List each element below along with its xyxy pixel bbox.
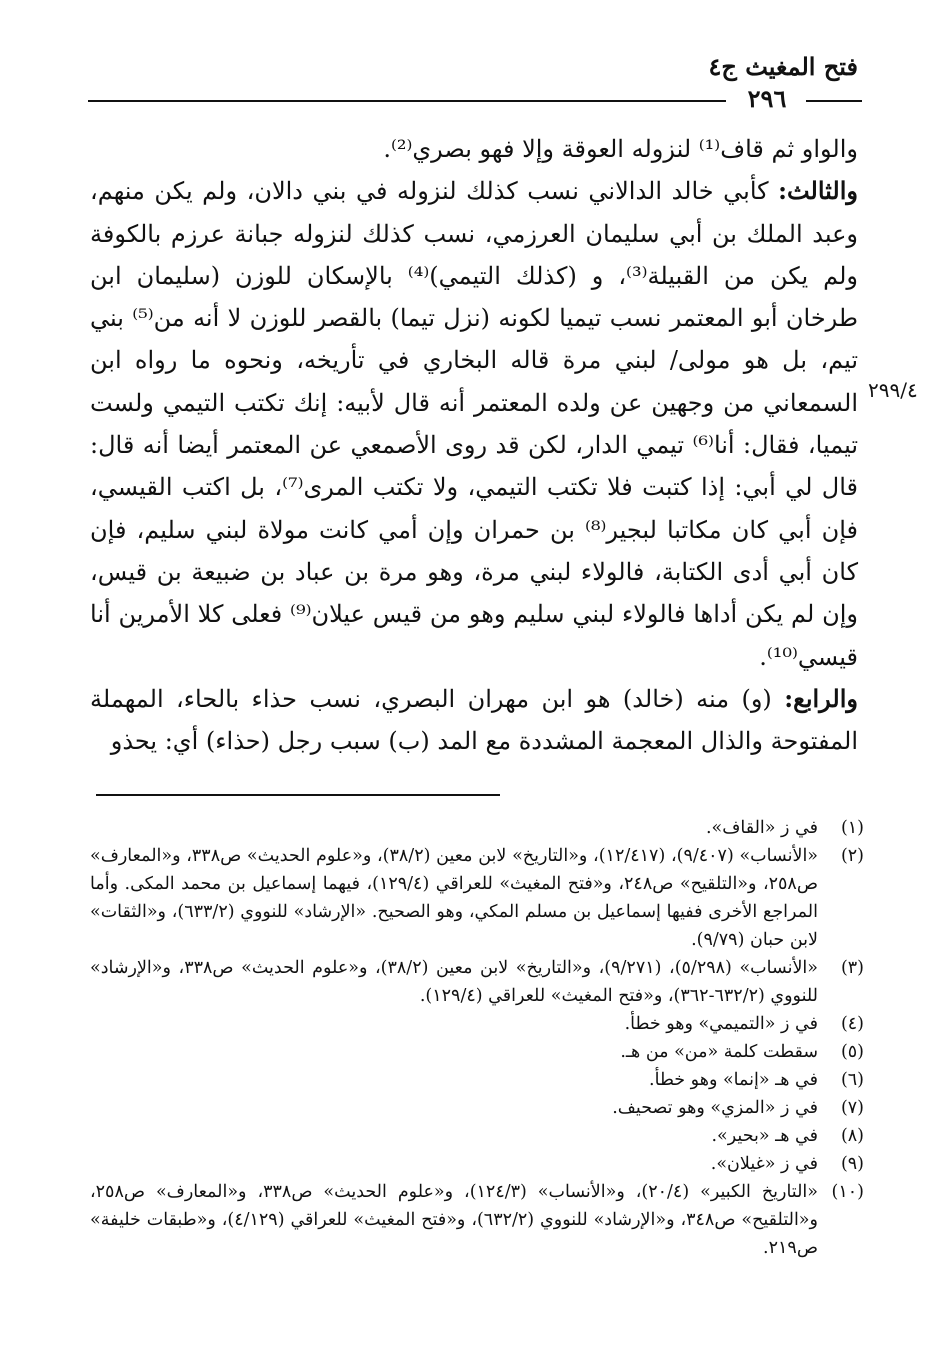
footnotes xyxy=(90,814,864,1262)
header-rule xyxy=(88,100,726,102)
footnote-number: (٩) xyxy=(840,1154,864,1174)
header-rule-short xyxy=(806,100,862,102)
footnote xyxy=(90,1066,864,1094)
footnote-text: سقطت كلمة «من» من هـ. xyxy=(620,1042,818,1062)
paragraph-3 xyxy=(90,678,858,763)
footnote xyxy=(90,842,864,954)
footnote-text: «التاريخ الكبير» (٢٠/٤)، و«الأنساب» (١٢٤/٣)، و«علوم الحديث» ص٣٣٨، و«المعارف» ص٢٥٨، و«التلقيح» ص٣٤٨، و«الإرشاد» للنووي (٦٣٢/٢)، و«فتح المغيث» للعراقي (٤/١٢٩)، و«طبقات خليفة» ص٢١٩. xyxy=(90,1182,818,1258)
footnote-text: في ز «المزي» وهو تصحيف. xyxy=(612,1098,818,1118)
footnote-separator xyxy=(96,794,500,796)
footnote-text: في هـ «بحير». xyxy=(711,1126,818,1146)
paragraph-2 xyxy=(90,170,858,678)
paragraph-3-text: (و) منه (خالد) هو ابن مهران البصري، نسب حذاء بالحاء، المهملة المفتوحة والذال المعجمة المشددة مع المد (ب) سبب رجل (حذاء) أي: يحذو xyxy=(90,684,858,756)
main-text xyxy=(90,128,858,762)
footnote xyxy=(90,1122,864,1150)
margin-reference: ٢٩٩/٤ xyxy=(868,378,918,402)
footnote-text: في ز «غيلان». xyxy=(710,1154,818,1174)
footnote-text: «الأنساب» (٥/٢٩٨)، (٩/٢٧١)، و«التاريخ» لابن معين (٣٨/٢)، و«علوم الحديث» ص٣٣٨، و«الإرشاد» للنووي (٦٣٢/٢-٣٦٢)، و«فتح المغيث» للعراقي (١٢٩/٤). xyxy=(90,958,818,1006)
footnote-number: (٢) xyxy=(840,846,864,866)
paragraph-2-text: كأبي خالد الدالاني نسب كذلك لنزوله في بني دالان، ولم يكن منهم، وعبد الملك بن أبي سليمان العرزمي، نسب كذلك لنزوله جبانة عرزم بالكوفة ولم يكن من القبيلة⁽³⁾، و (كذلك التيمي)⁽⁴⁾ بالإسكان للوزن (سليمان ابن طرخان أبو المعتمر نسب تيميا لكونه (نزل تيما) بالقصر للوزن لا أنه من⁽⁵⁾ بني تيم، بل هو مولى/ لبني مرة قاله البخاري في تأريخه، ونحوه ما رواه ابن السمعاني من وجهين عن ولده المعتمر أنه قال لأبيه: إنك تكتب التيمي ولست تيميا، فقال: أنا⁽⁶⁾ تيمي الدار، لكن قد روى الأصمعي عن المعتمر أيضا أنه قال: قال لي أبي: إذا كتبت فلا تكتب التيمي، ولا تكتب المرى⁽⁷⁾، بل اكتب القيسي، فإن أبي كان مكاتبا لبجير⁽⁸⁾ بن حمران وإن أمي كانت مولاة لبني سليم، فإن كان أبي أدى الكتابة، فالولاء لبني مرة، وهو مرة بن عباد بن ضبيعة بن قيس، وإن لم يكن أداها فالولاء لبني سليم وهو من قيس عيلان⁽⁹⁾ فعلى كلا الأمرين أنا قيسي⁽¹⁰⁾. xyxy=(90,177,859,671)
footnote xyxy=(90,954,864,1010)
paragraph-1: والواو ثم قاف⁽¹⁾ لنزوله العوقة وإلا فهو بصري⁽²⁾. xyxy=(383,135,858,163)
paragraph-3-lead: والرابع: xyxy=(784,683,858,713)
paragraph-2-lead: والثالث: xyxy=(778,176,858,206)
footnote-number: (١) xyxy=(840,818,864,838)
footnote xyxy=(90,814,864,842)
footnote-number: (٦) xyxy=(840,1070,864,1090)
footnote-number: (٧) xyxy=(840,1098,864,1118)
footnote-number: (٥) xyxy=(840,1042,864,1062)
footnote xyxy=(90,1150,864,1178)
footnote xyxy=(90,1010,864,1038)
footnote-text: في ز «القاف». xyxy=(705,818,818,838)
footnote-number: (٨) xyxy=(840,1126,864,1146)
footnote xyxy=(90,1038,864,1066)
footnote-number: (٣) xyxy=(840,958,864,978)
footnote-number: (٤) xyxy=(840,1014,864,1034)
footnote xyxy=(90,1094,864,1122)
footnote xyxy=(90,1178,864,1262)
footnote-text: في هـ «إنما» وهو خطأ. xyxy=(649,1070,818,1090)
footnote-text: «الأنساب» (٩/٤٠٧)، (١٢/٤١٧)، و«التاريخ» لابن معين (٣٨/٢)، و«علوم الحديث» ص٣٣٨، و«المعارف» ص٢٥٨، و«التلقيح» ص٢٤٨، و«فتح المغيث» للعراقي (١٢٩/٤)، فيهما إسماعيل بن محمد المكى. وأما المراجع الأخرى ففيها إسماعيل بن مسلم المكي، وهو الصحيح. «الإرشاد» للنووي (٦٣٣/٢)، و«الثقات» لابن حبان (٩/٧٩). xyxy=(90,846,819,950)
running-title: فتح المغيث ج٤ xyxy=(708,52,858,81)
footnote-number: (١٠) xyxy=(831,1182,864,1202)
footnote-text: في ز «التميمي» وهو خطأ. xyxy=(624,1014,818,1034)
page-number: ٢٩٦ xyxy=(747,84,787,113)
